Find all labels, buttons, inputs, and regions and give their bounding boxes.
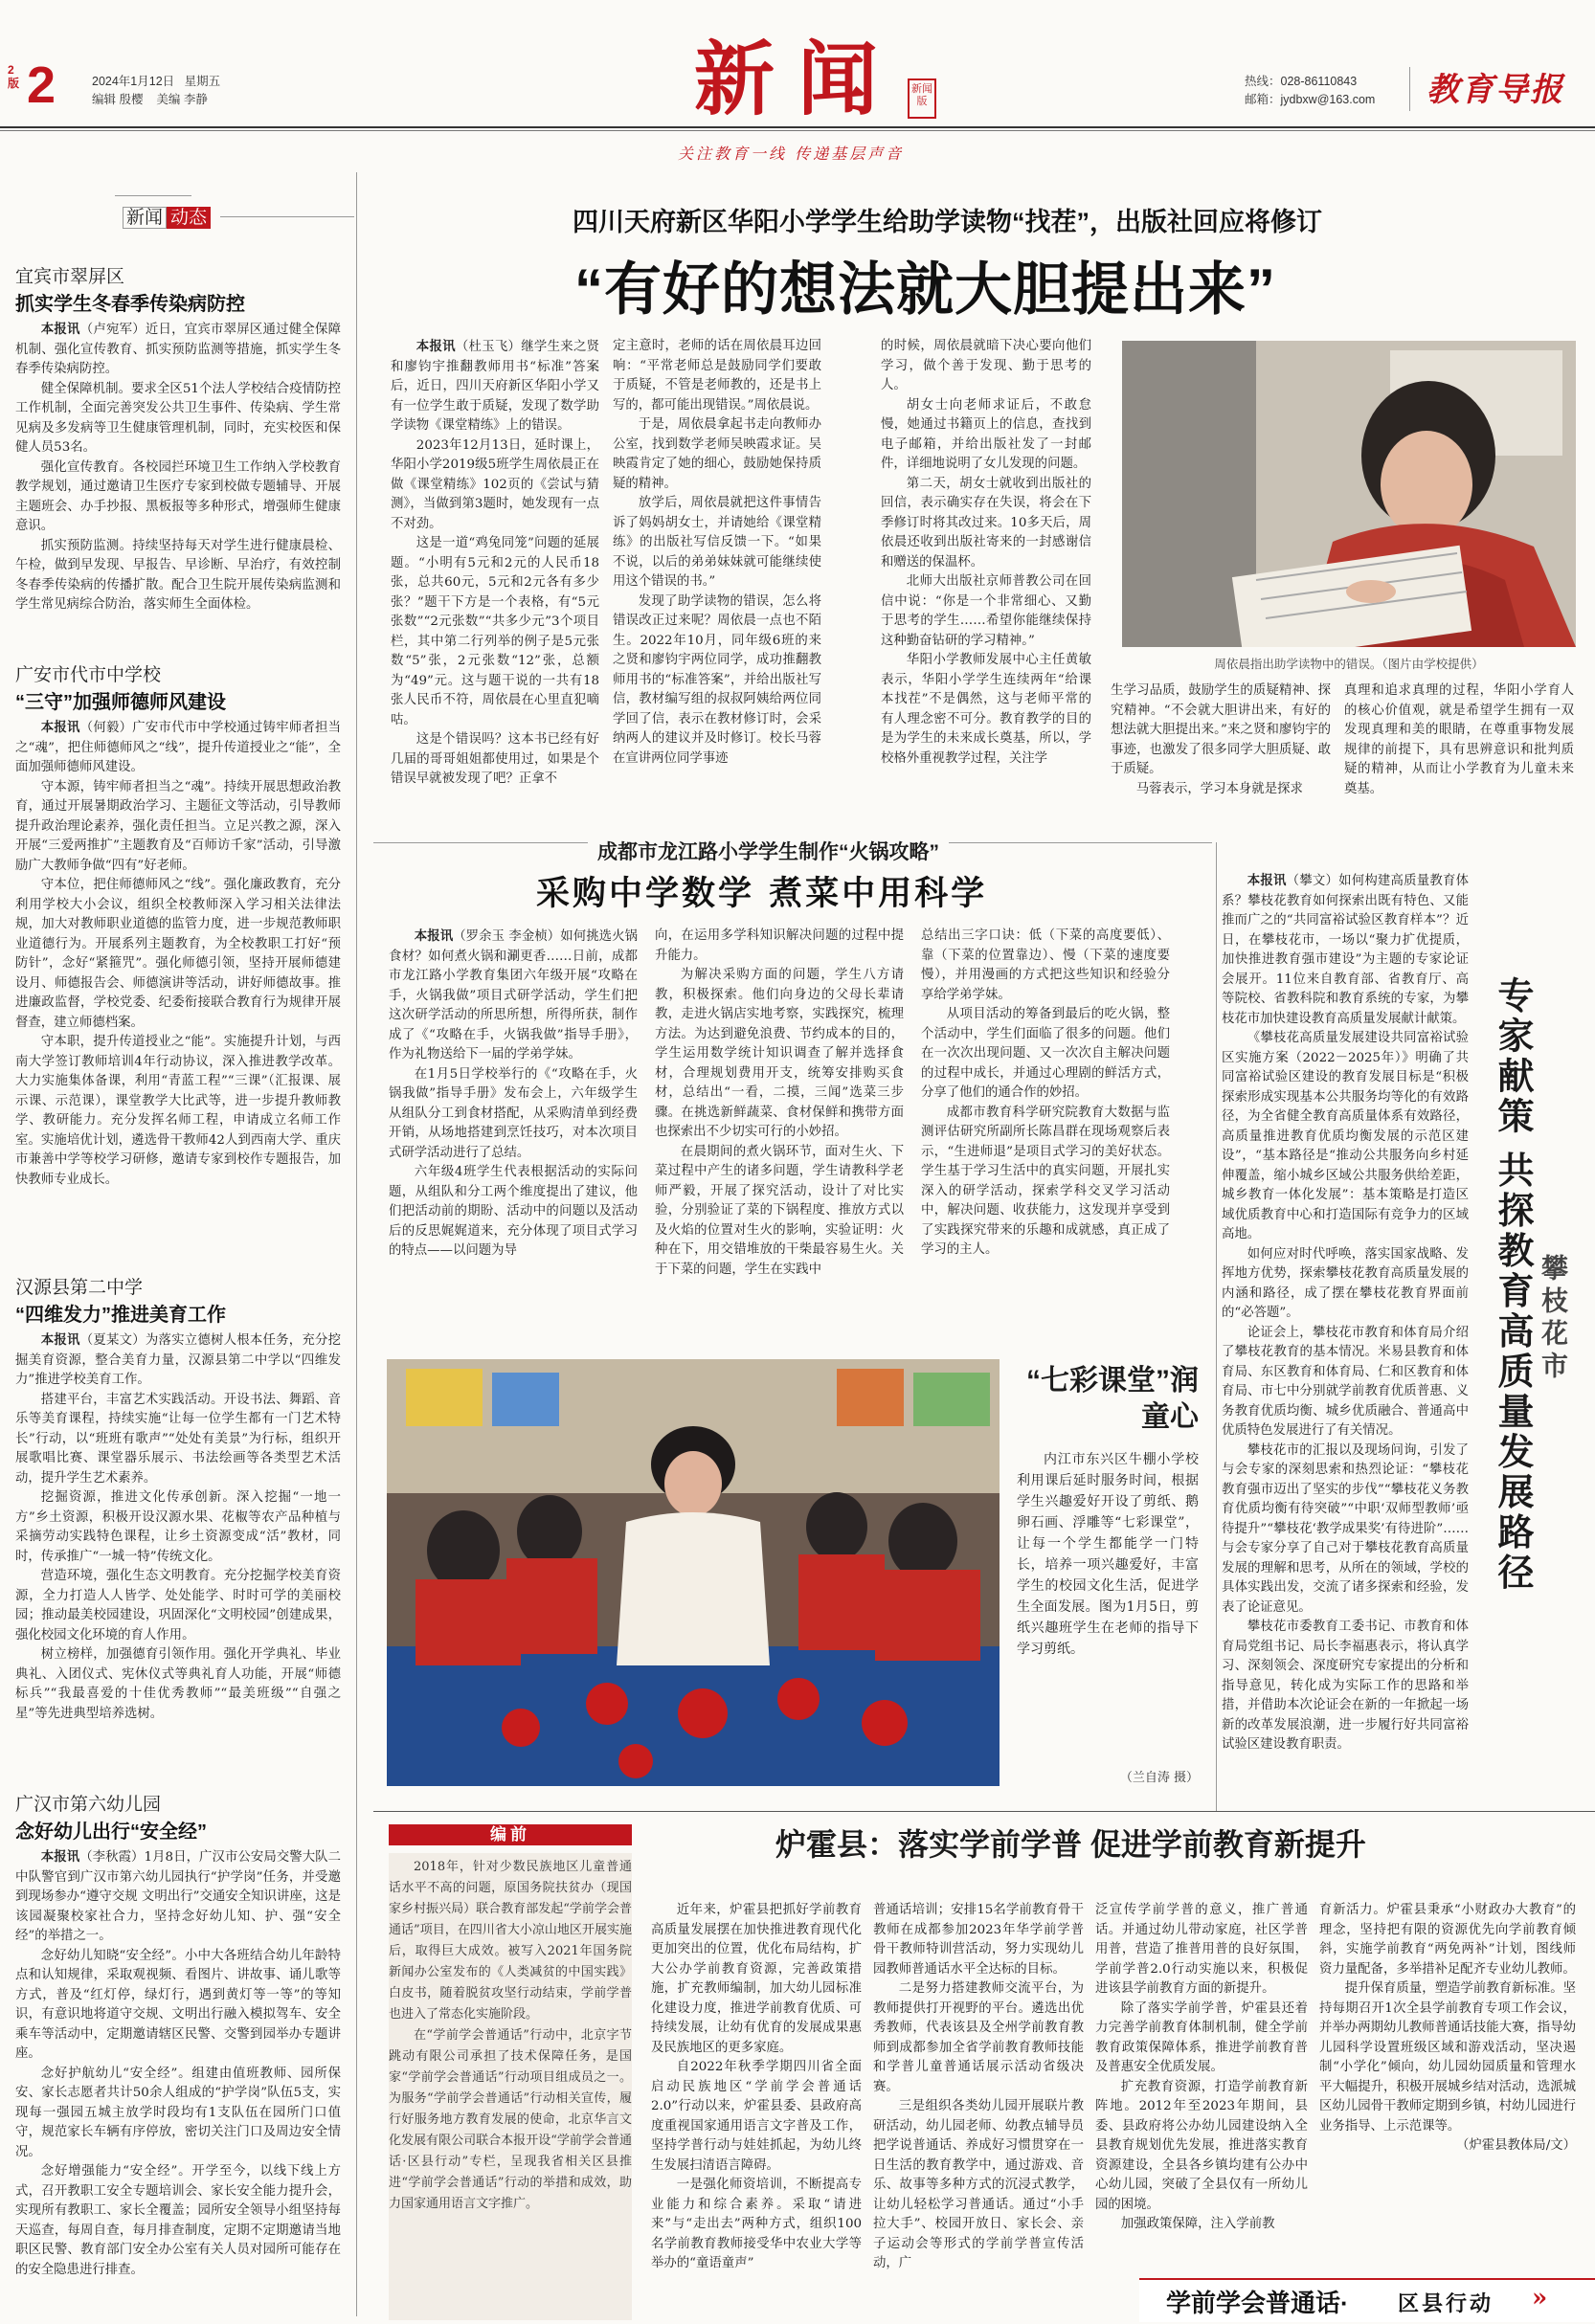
paragraph: 念好护航幼儿“安全经”。组建由值班教师、园所保安、家长志愿者共计50余人组成的“护学岗”队伍5支，实现每一强园五城主放学时段均有1支队伍在园所门口值守，规范家长车辆有序停放，密切关注门口及周边安全情况。 — [15, 2066, 341, 2159]
paragraph: 守本源，铸牢师者担当之“魂”。持续开展思想政治教育，通过开展暑期政治学习、主题征文等活动，引导教师提升政治理论素养，强化责任担当。立足兴教之源，深入开展“三爱两推扩”主题教育及“百师访千家”活动，引导激励广大教师争做“四有”好老师。 — [15, 779, 341, 873]
luhuo-col-1 — [651, 1901, 862, 2318]
lead-col-2 — [613, 337, 821, 835]
issue-date — [92, 72, 220, 89]
paragraph: 念好增强能力“安全经”。开学至今，以线下线上方式，召开教职工安全专题培训会、家长安全能力提升会，实现所有教职工、家长全覆盖；园所安全领导小组坚持每天巡查，每周自查，每月排查制度，定期不定期邀请当地职区民警、教育部门安全办公室有关人员对园所可能存在的安全隐患进行排查。 — [15, 2164, 341, 2277]
series-banner — [1139, 2278, 1595, 2322]
paragraph: 论证会上，攀枝花市教育和体育局介绍了攀枝花教育的基本情况。米易县教育和体育局、东区教育和体育局、仁和区教育和体育局、市七中分别就学前教育优质普惠、义务教育优质均衡、城乡优质融合、普通高中优质特色发展进行了有关情况。 — [1222, 1325, 1469, 1438]
luhuo-headline-text: 炉霍县：落实学前学普 促进学前教育新提升 — [775, 1827, 1366, 1862]
paragraph: 于是，周依晨拿起书走向教师办公室，找到数学老师吴映霞求证。吴映霞肯定了她的细心，鼓励她保持质疑的精神。 — [613, 417, 821, 491]
paragraph: 抓实预防监测。持续坚持每天对学生进行健康晨检、午检，做到早发现、早报告、早诊断、早治疗，有效控制冬春季传染病的传播扩散。配合卫生院开展传染病监测和学生常见病综合防治，落实师生全面体检。 — [15, 538, 341, 612]
paragraph: 守本位，把住师德师风之“线”。强化廉政教育，充分利用学校大小会议，组织全校教师深入学习相关法律法规，加大对教师职业道德的监管力度，进一步规范教师职业道德行为。开展系列主题教育，为全校教职工打好“预防针”，念好“紧箍咒”。强化师德引领，坚持开展师德建设月、师德报告会、师德演讲等活动，讲好师德故事。推进廉政监督，学校党委、纪委衔接联合教育行为规律开展督查，建立师德档案。 — [15, 878, 341, 1030]
colorful-class-headline: “七彩课堂”润童心 — [1026, 1365, 1199, 1433]
hotline: 热线：028-86110843 — [1245, 75, 1358, 88]
luhuo-col-4 — [1319, 1901, 1576, 2274]
luhuo-col-3 — [1095, 1901, 1308, 2318]
colorful-class-credit: （兰自涛 摄） — [1119, 1771, 1199, 1785]
sidebar-item-guanghan — [15, 1790, 341, 2316]
panzhihua-vertical-place: 攀枝花市 — [1539, 1254, 1568, 1384]
paragraph: 在“学前学会普通话”行动中，北京字节跳动有限公司承担了技术保障任务，是国家“学前学会普通话”行动项目组成员之一。为服务“学前学会普通话”行动相关宣传，履行好服务地方教育发展的使命，北京华言文化发展有限公司联合本报开设“学前学会普通话·区县行动”专栏，呈现我省相关区县推进“学前学会普通话”行动的举措和成效，助力国家通用语言文字推广。 — [389, 2028, 632, 2211]
hotpot-headline: 采购中学数学 煮菜中用科学 — [536, 874, 988, 913]
paragraph: 营造环境，强化生态文明教育。充分挖掘学校美育资源，全力打造人人皆学、处处能学、时时可学的美丽校园；推动最美校园建设，巩固深化“文明校园”创建成果，强化校园文化环境的育人作用。 — [15, 1569, 341, 1642]
designer-credit: 美编 李静 — [156, 93, 208, 106]
paragraph: 2018年，针对少数民族地区儿童普通话水平不高的问题，原国务院扶贫办（现国家乡村振兴局）联合教育部发起“学前学会普通话”项目，在四川省大小凉山地区开展实施后，取得巨大成效。被写入2021年国务院新闻办公室发布的《人类减贫的中国实践》白皮书，随着脱贫攻坚行动结束，学前学普也进入了常态化实施阶段。 — [389, 1860, 632, 2022]
paragraph: （罗余玉 李金桢）如何挑选火锅食材？如何煮火锅和涮更香……日前，成都市龙江路小学教育集团六年级开展“攻略在手，火锅我做”项目式研学活动，学生们把这次研学活动的所思所想，所得所获，制作成了《“攻略在手，火锅我做”指导手册》，作为礼物送给下一届的学弟学妹。 — [389, 929, 638, 1061]
paragraph: 为解决采购方面的问题，学生八方请教，积极探索。他们向身边的父母长辈请教，走进火锅店实地考察，实践探究，梳理方法。为达到避免浪费、节约成本的目的，学生运用数学统计知识调查了解并选择食材，合理规划费用开支，统筹安排购买食材，总结出“一看，二摸，三闻”选菜三步骤。在挑选新鲜蔬菜、食材保鲜和携带方面也探索出不少切实可行的小妙招。 — [655, 968, 904, 1139]
paragraph: 在1月5日学校举行的《“攻略在手，火锅我做”指导手册》发布会上，六年级学生从组队分工到食材搭配，从采购清单到经费开销，从场地搭建到烹饪技巧，对本次项目式研学活动进行了总结。 — [389, 1066, 638, 1160]
luhuo-top-rule — [373, 1811, 1595, 1812]
paragraph: 守本职，提升传道授业之“能”。实施提升计划，与西南大学签订教师培训4年行动协议，深入推进教学改革。大力实施集体备课，利用“青蓝工程”“三课”（汇报课、展示课、示范课），课堂教学大比武等，进一步提升教师教学、教研能力。充分发挥名师工程，申请成立名师工作室。实施培优计划，遴选骨干教师42人到西南大学、重庆市兼善中学等校学习研修，邀请专家到校作专题报告，加快教师专业成长。 — [15, 1035, 341, 1187]
paragraph: 普通话培训；安排15名学前教育骨干教师在成都参加2023年华学前学普骨干教师特训营活动，努力实现幼儿园教师普通话水平全达标的目标。 — [873, 1903, 1084, 1977]
paragraph: 定主意时，老师的话在周依晨耳边回响：“平常老师总是鼓励同学们要敢于质疑，不管是老师教的，还是书上写的，都可能出现错误。”周依晨说。 — [613, 339, 821, 413]
slogan: 关注教育一线 传递基层声音 — [678, 145, 905, 163]
paragraph: 马蓉表示，学习本身就是探求 — [1135, 781, 1303, 796]
paragraph: （炉霍县教体局/文） — [1455, 2138, 1576, 2153]
paragraph: 如何应对时代呼唤，落实国家战略、发挥地方优势，探索攀枝花教育高质量发展的内涵和路径，成了摆在攀枝花教育界面前的“必答题”。 — [1222, 1246, 1469, 1320]
item-title: 念好幼儿出行“安全经” — [15, 1821, 207, 1843]
paragraph: 第二天，胡女士就收到出版社的回信，表示确实存在失误，将会在下季修订时将其改过来。10多天后，周依晨还收到出版社寄来的一封感谢信和赠送的保温杯。 — [881, 476, 1091, 570]
page-tag: 2版 — [8, 63, 20, 90]
paragraph: 二是努力搭建教师交流平台，为教师提供打开视野的平台。遴选出优秀教师，代表该县及全州学前教育教师到成都参加全省学前教育教师技能和学普儿童普通话展示活动省级决赛。 — [873, 1981, 1084, 2094]
paragraph: 在晨期间的煮火锅环节，面对生火、下菜过程中产生的诸多问题，学生请教科学老师严毅，开展了探究活动，设计了对比实验，分别验证了菜的下锅程度、推放方式以及火焰的位置对生火的影响，实验证明：火种在下，用交错堆放的干柴最容易生火。关于下菜的问题，学生在实践中 — [655, 1144, 904, 1277]
weekday-text: 星期五 — [184, 75, 221, 88]
lede-mark: 本报讯 — [1247, 873, 1287, 888]
panzhihua-vertical-headline: 专家献策 共探教育高质量发展路径 — [1492, 976, 1532, 1594]
paragraph: 这是一道“鸡兔同笼”问题的延展题。“小明有5元和2元的人民币18张，总共60元，5元和2元各有多少张？”题干下方是一个表格，有“5元张数”“2元张数”“共多少元”3个项目栏，其中第二行列举的例子是5元张数“5”张，2元张数“12”张，总额为“49”元。这与题干说的一共有18张人民币不符，周依晨在心里直犯嘀咕。 — [391, 536, 599, 727]
paragraph: 挖掘资源，推进文化传承创新。深入挖掘“一地一方”乡土资源，积极开设汉源水果、花椒等农产品种植与采摘劳动实践特色课程，让乡土资源变成“活”教材，同时，传承推广“一城一特”传统文化。 — [15, 1490, 341, 1564]
header-rule-thin — [0, 130, 1595, 131]
paragraph: 总结出三字口诀：低（下菜的高度要低）、靠（下菜的位置靠边）、慢（下菜的速度要慢），并用漫画的方式把这些知识和经验分享给学弟学妹。 — [921, 928, 1170, 1002]
lede-mark: 本报讯 — [414, 928, 454, 944]
paragraph: 扩充教育资源，打造学前教育新阵地。2012年至2023年期间，县委、县政府将公办幼儿园建设纳入全县教育规划优先发展，推进落实教育资源建设，全县各乡镇均建有公办中心幼儿园，突破了全县仅有一所幼儿园的困境。 — [1095, 2079, 1308, 2212]
paragraph: 念好幼儿知晓“安全经”。小中大各班结合幼儿年龄特点和认知规律，采取观视频、看图片、讲故事、诵儿歌等方式，普及“红灯停，绿灯行，遇到黄灯等一等”的等知识，有意识地将道守交规、文明出行融入模拟驾车、安全乘车等活动中，定期邀请辖区民警、交警到园举办专题讲座。 — [15, 1948, 341, 2061]
lede-mark: 本报讯 — [416, 339, 456, 354]
lead-col-5 — [1344, 682, 1574, 835]
paragraph: 放学后，周依晨就把这件事情告诉了妈妈胡女士，并请她给《课堂精练》的出版社写信反馈一下。“如果不说，以后的弟弟妹妹就可能继续使用这个错误的书。” — [613, 496, 821, 589]
lead-headline: “有好的想法就大胆提出来” — [574, 257, 1276, 322]
paragraph: 真理和追求真理的过程，华阳小学育人的核心价值观，就是希望学生拥有一双发现真理和美的眼睛，在尊重事物发展规律的前提下，具有思辨意识和批判质疑的精神，从而让小学教育为儿童未来奠基。 — [1344, 683, 1574, 796]
paragraph: （杜玉飞）继学生来之贤和廖钧宇推翻教师用书“标准”答案后，近日，四川天府新区华阳小学又有一位学生敢于质疑，发现了数学助学读物《课堂精练》上的错误。 — [391, 340, 599, 433]
sidebar-item-daishi — [15, 660, 341, 1190]
editor-note-box — [389, 1853, 632, 2320]
newspaper-logo: 教育导报 — [1427, 71, 1564, 109]
paragraph: 健全保障机制。要求全区51个法人学校结合疫情防控工作机制，全面完善突发公共卫生事件、传染病、学生常见病及多发病等卫生健康管理机制，同时，充实校医和保健人员53名。 — [15, 381, 341, 455]
lead-photo-caption: 周依晨指出助学读物中的错误。（图片由学校提供） — [1214, 657, 1484, 671]
paragraph: 从项目活动的筹备到最后的吃火锅，整个活动中，学生们面临了很多的问题。他们在一次次出现问题、又一次次自主解决问题的过程中成长，并通过心理剧的鲜活方式，分享了他们的通合作的妙招。 — [921, 1007, 1170, 1100]
sidebar-item-hanyuan — [15, 1273, 341, 1724]
paragraph: （夏某文）为落实立德树人根本任务，充分挖掘美育资源，整合美育力量，汉源县第二中学以“四维发力”推进学校美育工作。 — [15, 1333, 341, 1387]
colorful-class-photo — [387, 1359, 1000, 1786]
paragraph: 北师大出版社京师普教公司在回信中说：“你是一个非常细心、又勤于思考的学生……希望你能继续保持这种勤奋钻研的学习精神。” — [881, 574, 1091, 648]
lead-kicker: 四川天府新区华阳小学学生给助学读物“找茬”，出版社回应将修订 — [573, 208, 1322, 236]
paragraph: 自2022年秋季学期四川省全面启动民族地区“学前学会普通话2.0”行动以来，炉霍县委、县政府高度重视国家通用语言文字普及工作，坚持学普行动与娃娃抓起，为幼儿终生发展扫清语言障碍。 — [651, 2060, 862, 2173]
paragraph: 近年来，炉霍县把抓好学前教育高质量发展摆在加快推进教育现代化更加突出的位置，优化布局结构，扩大公办学前教育资源，完善政策措施，扩充教师编制，加大幼儿园标准化建设力度，推进学前教育优质、可持续发展，让幼有优育的发展成果惠及民族地区的更多家庭。 — [651, 1903, 862, 2055]
sidebar-rule-right — [220, 216, 354, 217]
paragraph: 六年级4班学生代表根据活动的实际问题，从组队和分工两个维度提出了建议，他们把活动前的期盼、活动中的问题以及活动后的反思娓娓道来，充分体现了项目式学习的特点——以问题为导 — [389, 1165, 638, 1258]
sidebar-rule-left — [115, 195, 191, 196]
paragraph: 发现了助学读物的错误，怎么将错误改正过来呢？周依晨一点也不陌生。2022年10月，同年级6班的来之贤和廖钧宇两位同学，成功推翻教师用书的“标准答案”，并给出版社写信，教材编写组的叔叔阿姨给两位同学回了信，表示在教材修订时，会采纳两人的建议并及时修订。校长马蓉在宣讲两位同学事迹 — [613, 593, 821, 766]
lead-col-1 — [391, 337, 599, 835]
paragraph: （攀文）如何构建高质量教育体系？攀枝花教育如何探索出既有特色、又能推而广之的“共同富裕试验区教育样本”？近日，在攀枝花市，一场以“聚力扩优提质，加快推进教育强市建设”为主题的专家论证会展开。11位来自教育部、省教育厅、高等院校、省教科院和教育系统的专家，为攀枝花市加快建设教育高质量发展献计献策。 — [1222, 874, 1469, 1026]
paragraph: 成都市教育科学研究院教育大数据与监测评估研究所副所长陈昌群在现场观察后表示，“生进师退”是项目式学习的美好状态。学生基于学习生活中的真实问题，开展扎实深入的研学活动，探索学科交叉学习活动中，解决问题、收获能力，这发现并享受到了实践探究带来的乐趣和成就感，真正成了学习的主人。 — [921, 1105, 1170, 1257]
lead-photo-illustration — [1122, 341, 1576, 647]
paragraph: 向，在运用多学科知识解决问题的过程中提升能力。 — [655, 928, 904, 963]
paragraph: 的时候，周依晨就暗下决心要向他们学习，做个善于发现、勤于思考的人。 — [881, 339, 1091, 392]
panzhihua-body — [1222, 871, 1469, 1790]
paragraph: （何毅）广安市代市中学校通过铸牢师者担当之“魂”，把住师德师风之“线”，提升传道授业之“能”，全面加强师德师风建设。 — [15, 721, 341, 774]
staff-credits — [92, 90, 208, 107]
paragraph: 攀枝花市的汇报以及现场问询，引发了与会专家的深刻思索和热烈论证：“攀枝花教育强市迈出了坚实的步伐”“攀枝花义务教育优质均衡有待突破”“中职‘双师型教师’亟待提升”“攀枝花‘教学成果奖’有待进阶”……与会专家分享了自己对于攀枝花教育高质量发展的理解和思考，从所在的领域，学校的具体实践出发，交流了诸多探索和经验，发表了论证意见。 — [1222, 1442, 1469, 1615]
luhuo-headline — [775, 1821, 1366, 1865]
paragraph: 育新活力。炉霍县秉承“小财政办大教育”的理念，坚持把有限的资源优先向学前教育倾斜，实施学前教育“两免两补”计划，图线师资力量配备，多举措补足配齐专业幼儿教师。 — [1319, 1903, 1576, 1977]
sidebar-divider — [356, 172, 357, 2316]
item-place: 宜宾市翠屏区 — [15, 267, 125, 287]
editor-credit: 编辑 殷樱 — [92, 93, 144, 106]
header-divider — [1409, 67, 1410, 111]
paragraph: 一是强化师资培训，不断提高专业能力和综合素养。采取“请进来”与“走出去”两种方式，组织100名学前教育教师接受华中农业大学等举办的“童语童声” — [651, 2178, 862, 2270]
colorful-class-body: 内江市东兴区牛棚小学校利用课后延时服务时间，根据学生兴趣爱好开设了剪纸、鹅卵石画、浮雕等“七彩课堂”，让每一个学生都能学一门特长，培养一项兴趣爱好，丰富学生的校园文化生活，促进学生全面发展。图为1月5日，剪纸兴趣班学生在老师的指导下学习剪纸。 — [1017, 1452, 1199, 1657]
editor-note-tag: 编前 — [389, 1824, 632, 1845]
lead-photo — [1122, 341, 1576, 647]
paragraph: （李秋霞）1月8日，广汉市公安局交警大队二中队警官到广汉市第六幼儿园执行“护学岗”任务，并受邀到现场参办“遵守交规 文明出行”交通安全知识讲座，这是该园凝聚校家社合力，坚持念好幼儿知、护、强“安全经”的举措之一。 — [15, 1850, 341, 1943]
classroom-illustration — [387, 1359, 1000, 1786]
paragraph: 泛宣传学前学普的意义，推广普通话。并通过幼儿带动家庭，社区学普用普，营造了推普用普的良好氛围，学前学普2.0行动实施以来，积极促进该县学前教育方面的新提升。 — [1095, 1903, 1308, 1996]
item-place: 汉源县第二中学 — [15, 1278, 144, 1298]
luhuo-col-2 — [873, 1901, 1084, 2318]
hotpot-col-3 — [921, 927, 1170, 1348]
paragraph: 胡女士向老师求证后，不敢怠慢，她通过书籍页上的信息，查找到电子邮箱，并给出版社发了一封邮件，详细地说明了女儿发现的问题。 — [881, 397, 1091, 471]
paragraph: 《攀枝花高质量发展建设共同富裕试验区实施方案（2022－2025年）》明确了共同富裕试验区建设的教育发展目标是“积极探索形成实现基本公共服务均等化的有效路径，为全省健全教育高质量体系有效路径，高质量推进教育优质均衡发展的示范区建设”，“基本路径是“推动公共服务向乡村延伸覆盖，缩小城乡区域公共服务供给差距，城乡教育一体化发展”：基本策略是打造区域优质教育中心和打造国际有竞争力的区域高地。 — [1222, 1031, 1469, 1241]
lead-col-3 — [881, 337, 1091, 835]
masthead: 新闻 — [694, 32, 902, 126]
paragraph: 搭建平台，丰富艺术实践活动。开设书法、舞蹈、音乐等美育课程，持续实施“让每一位学生都有一门艺术特长”行动，以“班班有歌声”“处处有美景”为行标，组织开展歌唱比赛、课堂器乐展示、书法绘画等各类型艺术活动，提升学生艺术素养。 — [15, 1392, 341, 1486]
paragraph: 2023年12月13日，延时课上，华阳小学2019级5班学生周依晨正在做《课堂精练》102页的《尝试与猜测》，当做到第3题时，她发现有一点不对劲。 — [391, 437, 599, 531]
paragraph: 除了落实学前学普，炉霍县还着力完善学前教育体制机制，健全学前教育政策保障体系，推进学前教育普及普惠安全优质发展。 — [1095, 2000, 1308, 2074]
masthead-seal: 新闻版 — [908, 78, 936, 119]
sidebar-item-cuiping — [15, 262, 341, 615]
paragraph: 树立榜样，加强德育引领作用。强化开学典礼、毕业典礼、入团仪式、宪休仪式等典礼育人功能，开展“师德标兵”“我最喜爱的十佳优秀教师”“最美班级”“自强之星”等先进典型培养选树。 — [15, 1647, 341, 1721]
paragraph: 攀枝花市委教育工委书记、市教育和体育局党组书记、局长李福惠表示，将认真学习、深刻领会、深度研究专家提出的分析和指导意见，转化成为实际工作的思路和举措，并借助本次论证会在新的一年掀起一场新的改革发展浪潮，进一步履行好共同富裕试验区建设教育职责。 — [1222, 1620, 1469, 1752]
right-box-divider — [1216, 842, 1217, 1811]
paragraph: 生学习品质，鼓励学生的质疑精神、探究精神。“不会就大胆讲出来，有好的想法就大胆提出来。”来之贤和廖钧宇的事迹，也激发了很多同学大胆质疑、敢于质疑。 — [1111, 683, 1331, 776]
sidebar-section-label — [123, 203, 211, 229]
lede-mark: 本报讯 — [40, 1849, 80, 1865]
paragraph: 华阳小学教师发展中心主任黄敏表示，华阳小学学生连续两年“给课本找茬”不是偶然，这与老师平常的有人理念密不可分。教育教学的目的是为学生的未来成长奠基，所以，学校格外重视教学过程，关注学 — [881, 653, 1091, 766]
paragraph: 加强政策保障，注入学前教 — [1120, 2217, 1275, 2231]
email: 邮箱：jydbxw@163.com — [1245, 93, 1376, 106]
date-text: 2024年1月12日 — [92, 75, 175, 88]
section-label-text: 新闻 — [123, 207, 167, 229]
paragraph: 提升保育质量，塑造学前教育新标准。坚持每期召开1次全县学前教育专项工作会议，并举办两期幼儿教师普通话技能大赛，指导幼儿园科学设置班级区域和游戏活动，坚决遏制“小学化”倾向，幼儿园幼园质量和管理水平大幅提升，积极开展城乡结对活动，选派城区幼儿园骨干教师定期到乡镇，村幼儿园进行业务指导、上示范课等。 — [1319, 1981, 1576, 2134]
paragraph: 强化宣传教育。各校园拦环境卫生工作纳入学校教育教学规划，通过邀请卫生医疗专家到校做专题辅导、开展主题班会、办手抄报、黑板报等多种形式，增强师生健康意识。 — [15, 459, 341, 533]
item-title: “四维发力”推进美育工作 — [15, 1305, 226, 1326]
series-banner-main: 学前学会普通话· — [1166, 2289, 1349, 2317]
paragraph: 三是组织各类幼儿园开展联片教研活动，幼儿园老师、幼教点辅导员把学说普通话、养成好习惯贯穿在一日生活的教育教学中，通过游戏、音乐、故事等多种方式的沉浸式教学，让幼儿轻松学习普通话。通过“小手拉大手”、校园开放日、家长会、亲子运动会等形式的学前学普宣传活动，广 — [873, 2099, 1084, 2270]
hotpot-col-1 — [389, 927, 638, 1348]
lede-mark: 本报讯 — [40, 720, 80, 735]
item-title: 抓实学生冬春季传染病防控 — [15, 294, 245, 315]
hotpot-col-2 — [655, 927, 904, 1348]
item-place: 广汉市第六幼儿园 — [15, 1795, 162, 1815]
item-place: 广安市代市中学校 — [15, 665, 162, 685]
series-banner-sub: 区县行动 — [1398, 2291, 1494, 2315]
header-rule — [0, 126, 1595, 128]
chevron-right-icon: » — [1532, 2284, 1548, 2313]
lede-mark: 本报讯 — [40, 1332, 80, 1348]
lead-col-4 — [1111, 682, 1331, 835]
paragraph: （卢宛军）近日，宜宾市翠屏区通过健全保障机制、强化宣传教育、抓实预防监测等措施，抓实学生冬春季传染病防控。 — [15, 323, 341, 376]
paragraph: 这是个错误吗？这本书已经有好几届的哥哥姐姐都使用过，如果是个错误早就被发现了吧？正拿不 — [391, 732, 599, 786]
item-title: “三守”加强师德师风建设 — [15, 692, 226, 713]
hotpot-kicker: 成都市龙江路小学学生制作“火锅攻略” — [588, 837, 949, 865]
page-number: 2 — [27, 56, 56, 114]
lede-mark: 本报讯 — [40, 322, 80, 337]
section-label-red: 动态 — [167, 207, 211, 229]
